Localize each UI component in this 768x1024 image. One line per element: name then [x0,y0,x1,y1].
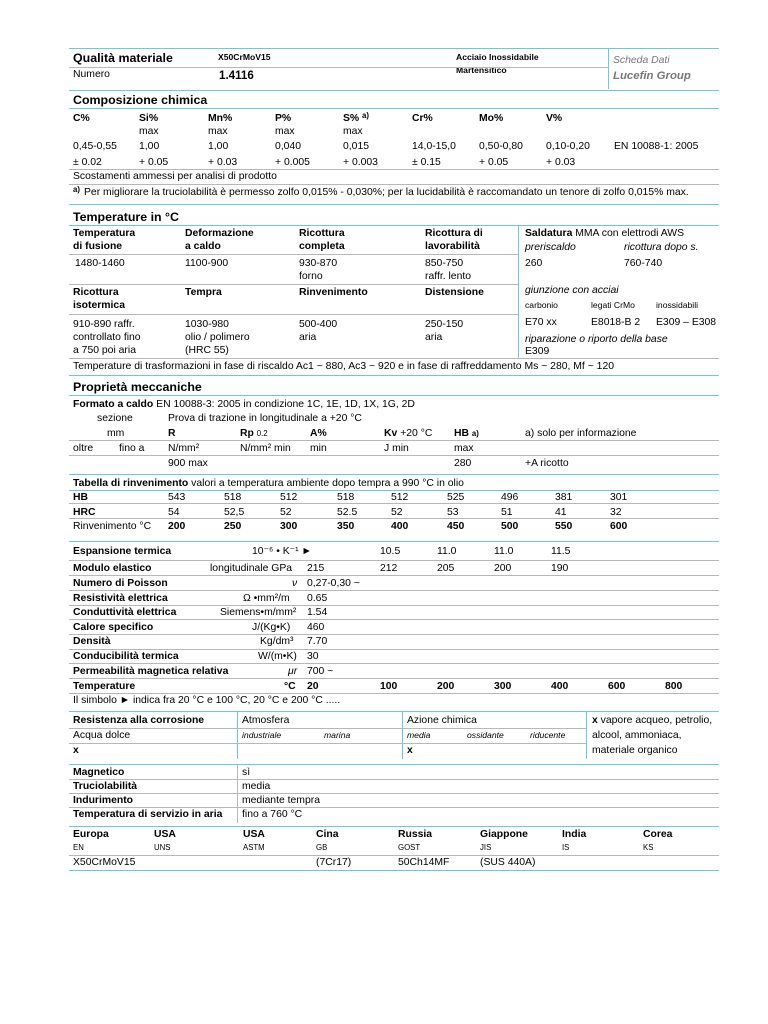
comp-value-si: 1,00 [139,141,160,152]
divider [69,807,719,808]
thermal-conductivity-label: Conducibilità termica [73,651,179,662]
tempering-temp-value: 400 [391,521,409,532]
comp-value-p: 0,040 [275,141,302,152]
transformation-note: Temperature di trasformazioni in fase di riscaldo Ac1 ~ 880, Ac3 ~ 920 e in fase di raffreddamento Ms ~ 280, Mf ~ 120 [73,361,615,372]
divider [69,358,719,359]
mechanical-title: Proprietà meccaniche [73,380,202,394]
corrosion-reducing: riducente [530,730,566,740]
welding-repair-label: riparazione o riporto della base [525,334,668,345]
divider [69,575,719,576]
divider [69,870,719,871]
comp-header-c: C% [73,113,90,124]
resistivity-unit: Ω •mm²/m [243,593,290,604]
density-value: 7.70 [307,636,328,647]
temp-h-stress-relief: Distensione [425,287,484,298]
temp-h-soft-anneal: Ricottura di [425,228,483,239]
equivalent-grade: X50CrMoV15 [73,857,136,868]
temperature-value: 100 [380,681,398,692]
comp-tol-cr: ± 0.15 [412,157,441,168]
info-note: a) solo per informazione [525,428,637,439]
tempering-hrc-value: 52,5 [224,507,245,518]
modulus-value: 190 [551,563,569,574]
temp-h-full-anneal: Ricottura [299,228,345,239]
divider [69,254,518,255]
divider [69,678,719,679]
comp-value-mo: 0,50-0,80 [479,141,523,152]
comp-value-v: 0,10-0,20 [546,141,590,152]
quality-value: X50CrMoV15 [218,52,271,62]
equivalent-region: USA [154,829,176,840]
divider [69,779,719,780]
corrosion-x-fresh-water: x [73,745,79,756]
tempering-temp-value: 300 [280,521,298,532]
temp-v-full-anneal: 930-870 [299,258,338,269]
tempering-hb-value: 512 [280,492,298,503]
tempering-hb-value: 512 [391,492,409,503]
number-label: Numero [73,69,110,80]
divider [69,764,719,765]
corrosion-oxidizing: ossidante [467,730,504,740]
comp-tol-s: + 0.003 [343,157,378,168]
max-label: max [208,126,228,137]
divider [69,169,719,170]
unit-r: N/mm² [168,443,200,454]
steel-type-2: Martensitico [456,65,507,75]
tempering-hb-label: HB [73,492,89,503]
temperature-value: 600 [608,681,626,692]
divider [69,90,719,91]
temp-h-isothermal: Ricottura [73,287,119,298]
temp-h-hotwork: Deformazione [185,228,254,239]
to-label: fino a [119,443,145,454]
temp-v-stress-relief: 250-150 [425,319,464,330]
divider [69,711,719,712]
welding-post-label: ricottura dopo s. [624,242,699,253]
corrosion-chemical: Azione chimica [407,715,477,726]
specific-heat-value: 460 [307,622,325,633]
machinability-value: media [242,781,271,792]
divider [69,48,719,49]
tempering-hrc-value: 52 [391,507,403,518]
modulus-label: Modulo elastico [73,563,152,574]
divider [518,225,519,358]
divider [69,743,586,744]
temp-v-soft-anneal-2: raffr. lento [425,271,472,282]
tempering-hrc-value: 54 [168,507,180,518]
symbol-note: Il simbolo ► indica fra 20 °C e 100 °C, 20 °C e 200 °C ..... [73,695,341,706]
comp-header-p: P% [275,113,292,124]
unit-hb: max [454,443,474,454]
corrosion-industrial: industriale [242,730,282,740]
welding-joint-label: giunzione con acciai [525,285,619,296]
tempering-hrc-value: 53 [447,507,459,518]
poisson-unit: ν [292,578,298,589]
tempering-hb-value: 518 [224,492,242,503]
equivalent-standard: GB [316,843,328,852]
divider [608,48,609,89]
divider [69,67,608,68]
equivalent-region: Europa [73,829,109,840]
formed-line: Formato a caldo EN 10088-3: 2005 in condizione 1C, 1E, 1D, 1X, 1G, 2D [73,399,415,410]
equivalent-region: India [562,829,587,840]
tempering-hrc-value: 52 [280,507,292,518]
expansion-value: 11.5 [551,546,571,557]
unit-a: min [310,443,327,454]
tempering-hrc-value: 51 [501,507,513,518]
divider [237,711,238,759]
magnetic-value: sì [242,767,251,778]
welding-stainless-value: E309 – E308 [656,317,717,328]
col-r: R [168,428,176,439]
temp-h-tempering: Rinvenimento [299,287,368,298]
tempering-title: Tabella di rinvenimento valori a temperatura ambiente dopo tempra a 990 °C in olio [73,478,464,489]
temp-h-quench: Tempra [185,287,222,298]
modulus-value: 200 [494,563,512,574]
welding-crmo-value: E8018-B 2 [591,317,641,328]
tempering-hb-value: 543 [168,492,186,503]
modulus-value: 212 [380,563,398,574]
max-label: max [275,126,295,137]
divider [69,395,719,396]
temperature-value: 20 [307,681,319,692]
divider [69,474,719,475]
temp-h-hotwork-2: a caldo [185,241,221,252]
specific-heat-label: Calore specifico [73,622,154,633]
col-kv: Kv +20 °C [384,428,433,439]
equivalent-region: Russia [398,829,433,840]
tempering-temp-value: 550 [555,521,573,532]
tempering-temp-label: Rinvenimento °C [73,521,152,532]
temp-v-isothermal-2: controllato fino [73,332,141,343]
corrosion-others-2: alcool, ammoniaca, [592,730,682,741]
conductivity-value: 1.54 [307,607,328,618]
temperature-value: 800 [665,681,683,692]
corrosion-x-medium: x [407,745,413,756]
resistivity-label: Resistività elettrica [73,593,168,604]
comp-tol-si: + 0.05 [139,157,169,168]
corrosion-fresh-water: Acqua dolce [73,730,131,741]
tempering-hb-value: 301 [610,492,628,503]
temp-h-melting-2: di fusione [73,241,123,252]
resistivity-value: 0.65 [307,593,328,604]
divider [69,440,719,441]
poisson-label: Numero di Poisson [73,578,168,589]
welding-title: Saldatura MMA con elettrodi AWS [525,228,685,239]
tempering-temp-value: 500 [501,521,519,532]
welding-carbon: carbonio [525,300,558,310]
temperature-value: 400 [551,681,569,692]
equivalent-region: Corea [643,829,673,840]
divider [69,490,719,491]
modulus-value: 215 [307,563,325,574]
divider [69,605,719,606]
temp-h-isothermal-2: isotermica [73,300,125,311]
comp-note-mark: a) [73,185,80,194]
quality-label: Qualità materiale [73,51,173,65]
temp-h-soft-anneal-2: lavorabilità [425,241,480,252]
comp-header-mo: Mo% [479,113,504,124]
divider [69,455,719,456]
modulus-unit: longitudinale GPa [210,563,293,574]
equivalent-region: USA [243,829,265,840]
divider [69,284,518,285]
tempering-temp-value: 250 [224,521,242,532]
divider [69,375,719,376]
thermal-conductivity-unit: W/(m•K) [258,651,297,662]
equivalent-standard: EN [73,843,84,852]
divider [69,541,719,542]
divider [69,619,719,620]
number-value: 1.4116 [219,69,254,82]
unit-rp: N/mm² min [240,443,291,454]
divider [69,693,719,694]
corrosion-marine: marina [324,730,351,740]
col-rp: Rp 0.2 [240,428,268,439]
density-unit: Kg/dm³ [260,636,294,647]
corrosion-others-1: x vapore acqueo, petrolio, [592,715,713,726]
temp-h-full-anneal-2: completa [299,241,345,252]
temp-v-soft-anneal: 850-750 [425,258,464,269]
specific-heat-unit: J/(Kg•K) [252,622,291,633]
unit-kv: J min [384,443,409,454]
comp-note-sulfur: Per migliorare la truciolabilità è permesso zolfo 0,015% - 0,030%; per la lucidabilità è raccomandato un tenore di zolfo 0,015% max. [84,187,689,198]
temp-v-quench: 1030-980 [185,319,229,330]
equivalent-standard: GOST [398,843,421,852]
temp-v-quench-2: olio / polimero [185,332,250,343]
temperature-value: 200 [437,681,455,692]
expansion-value: 11.0 [494,546,514,557]
corrosion-medium: media [407,730,431,740]
comp-tol-mn: + 0.03 [208,157,238,168]
temp-v-tempering: 500-400 [299,319,338,330]
temp-v-full-anneal-2: forno [299,271,323,282]
divider [69,855,719,856]
comp-header-si: Si% [139,113,159,124]
welding-post-value: 760-740 [624,258,663,269]
divider [69,728,586,729]
equivalent-standard: KS [643,843,654,852]
comp-value-c: 0,45-0,55 [73,141,117,152]
divider [69,108,719,109]
steel-type-1: Acciaio Inossidabile [456,52,539,62]
comp-value-s: 0,015 [343,141,370,152]
tempering-hb-value: 525 [447,492,465,503]
mm-label: mm [107,428,125,439]
poisson-value: 0,27-0,30 ~ [307,578,360,589]
temp-v-hotwork: 1100-900 [185,258,229,269]
modulus-value: 205 [437,563,455,574]
hardening-label: Indurimento [73,795,134,806]
divider [69,314,518,315]
divider [402,711,403,759]
machinability-label: Truciolabilità [73,781,138,792]
comp-tol-mo: + 0.05 [479,157,509,168]
tempering-hrc-label: HRC [73,507,96,518]
over-label: oltre [73,443,94,454]
temp-v-isothermal: 910-890 raffr. [73,319,135,330]
comp-header-mn: Mn% [208,113,233,124]
divider [69,503,719,504]
comp-header-cr: Cr% [412,113,433,124]
divider [69,663,719,664]
temperatures-unit: °C [284,681,296,692]
service-temp-value: fino a 760 °C [242,809,303,820]
section-label: sezione [97,413,133,424]
thermal-conductivity-value: 30 [307,651,319,662]
comp-tol-p: + 0.005 [275,157,310,168]
density-label: Densità [73,636,111,647]
conductivity-unit: Siemens•m/mm² [220,607,297,618]
equivalent-standard: JIS [480,843,492,852]
comp-header-v: V% [546,113,563,124]
divider [69,225,719,226]
equivalent-grade: 50Ch14MF [398,857,450,868]
corrosion-title: Resistenza alla corrosione [73,715,205,726]
expansion-value: 11.0 [437,546,457,557]
tempering-hrc-value: 32 [610,507,622,518]
service-temp-label: Temperatura di servizio in aria [73,809,223,820]
tempering-temp-value: 450 [447,521,465,532]
permeability-unit: μr [288,666,298,677]
tempering-hrc-value: 52.5 [337,507,358,518]
tempering-temp-value: 600 [610,521,628,532]
equivalent-standard: UNS [154,843,171,852]
group-label: Lucefin Group [613,70,691,82]
temp-v-quench-3: (HRC 55) [185,345,229,356]
divider [69,184,719,185]
comp-tol-c: ± 0.02 [73,157,102,168]
divider [586,711,587,759]
temperature-value: 300 [494,681,512,692]
tempering-hrc-value: 41 [555,507,567,518]
equivalent-grade: (SUS 440A) [480,857,536,868]
hardening-value: mediante tempra [242,795,320,806]
corrosion-atmosphere: Atmosfera [242,715,290,726]
welding-preheat-value: 260 [525,258,543,269]
comp-header-s-note: a) [362,111,369,120]
tempering-hb-value: 496 [501,492,519,503]
temp-v-melting: 1480-1460 [75,258,125,269]
temperatures-title: Temperature in °C [73,210,179,224]
tempering-hb-value: 518 [337,492,355,503]
equivalent-standard: IS [562,843,570,852]
temp-h-melting: Temperatura [73,228,136,239]
tempering-hb-value: 381 [555,492,573,503]
max-label: max [343,126,363,137]
welding-repair-value: E309 [525,346,550,357]
comp-standard: EN 10088-1: 2005 [614,141,699,152]
expansion-unit: 10⁻⁶ • K⁻¹ ► [252,546,312,557]
permeability-value: 700 ~ [307,666,334,677]
divider [69,826,719,827]
temp-v-tempering-2: aria [299,332,317,343]
equivalent-region: Cina [316,829,339,840]
max-label: max [139,126,159,137]
divider [69,649,719,650]
comp-header-s: S% [343,113,360,124]
condition-annealed: +A ricotto [525,458,569,469]
divider [69,204,719,205]
tempering-temp-value: 200 [168,521,186,532]
conductivity-label: Conduttività elettrica [73,607,177,618]
temperatures-label: Temperature [73,681,136,692]
comp-value-mn: 1,00 [208,141,229,152]
expansion-label: Espansione termica [73,546,172,557]
expansion-value: 10.5 [380,546,401,557]
tensile-label: Prova di trazione in longitudinale a +20 °C [168,413,362,424]
value-hb: 280 [454,458,472,469]
welding-preheat-label: preriscaldo [525,242,576,253]
temp-v-isothermal-3: a 750 poi aria [73,345,136,356]
permeability-label: Permeabilità magnetica relativa [73,666,229,677]
divider [69,590,719,591]
sheet-label: Scheda Dati [613,55,670,66]
welding-stainless: inossidabili [656,300,699,310]
comp-tol-v: + 0.03 [546,157,576,168]
comp-value-cr: 14,0-15,0 [412,141,456,152]
divider [69,634,719,635]
comp-note-tolerance: Scostamenti ammessi per analisi di prodotto [73,171,277,182]
tempering-temp-value: 350 [337,521,355,532]
col-a: A% [310,428,327,439]
equivalent-grade: (7Cr17) [316,857,352,868]
divider [69,560,719,561]
value-r: 900 max [168,458,208,469]
magnetic-label: Magnetico [73,767,125,778]
equivalent-region: Giappone [480,829,528,840]
divider [69,793,719,794]
corrosion-others-3: materiale organico [592,745,678,756]
temp-v-stress-relief-2: aria [425,332,443,343]
composition-title: Composizione chimica [73,93,208,107]
divider [69,518,719,519]
equivalent-standard: ASTM [243,843,265,852]
welding-crmo: legati CrMo [591,300,635,310]
welding-carbon-value: E70 xx [525,317,557,328]
col-hb: HB a) [454,428,479,439]
